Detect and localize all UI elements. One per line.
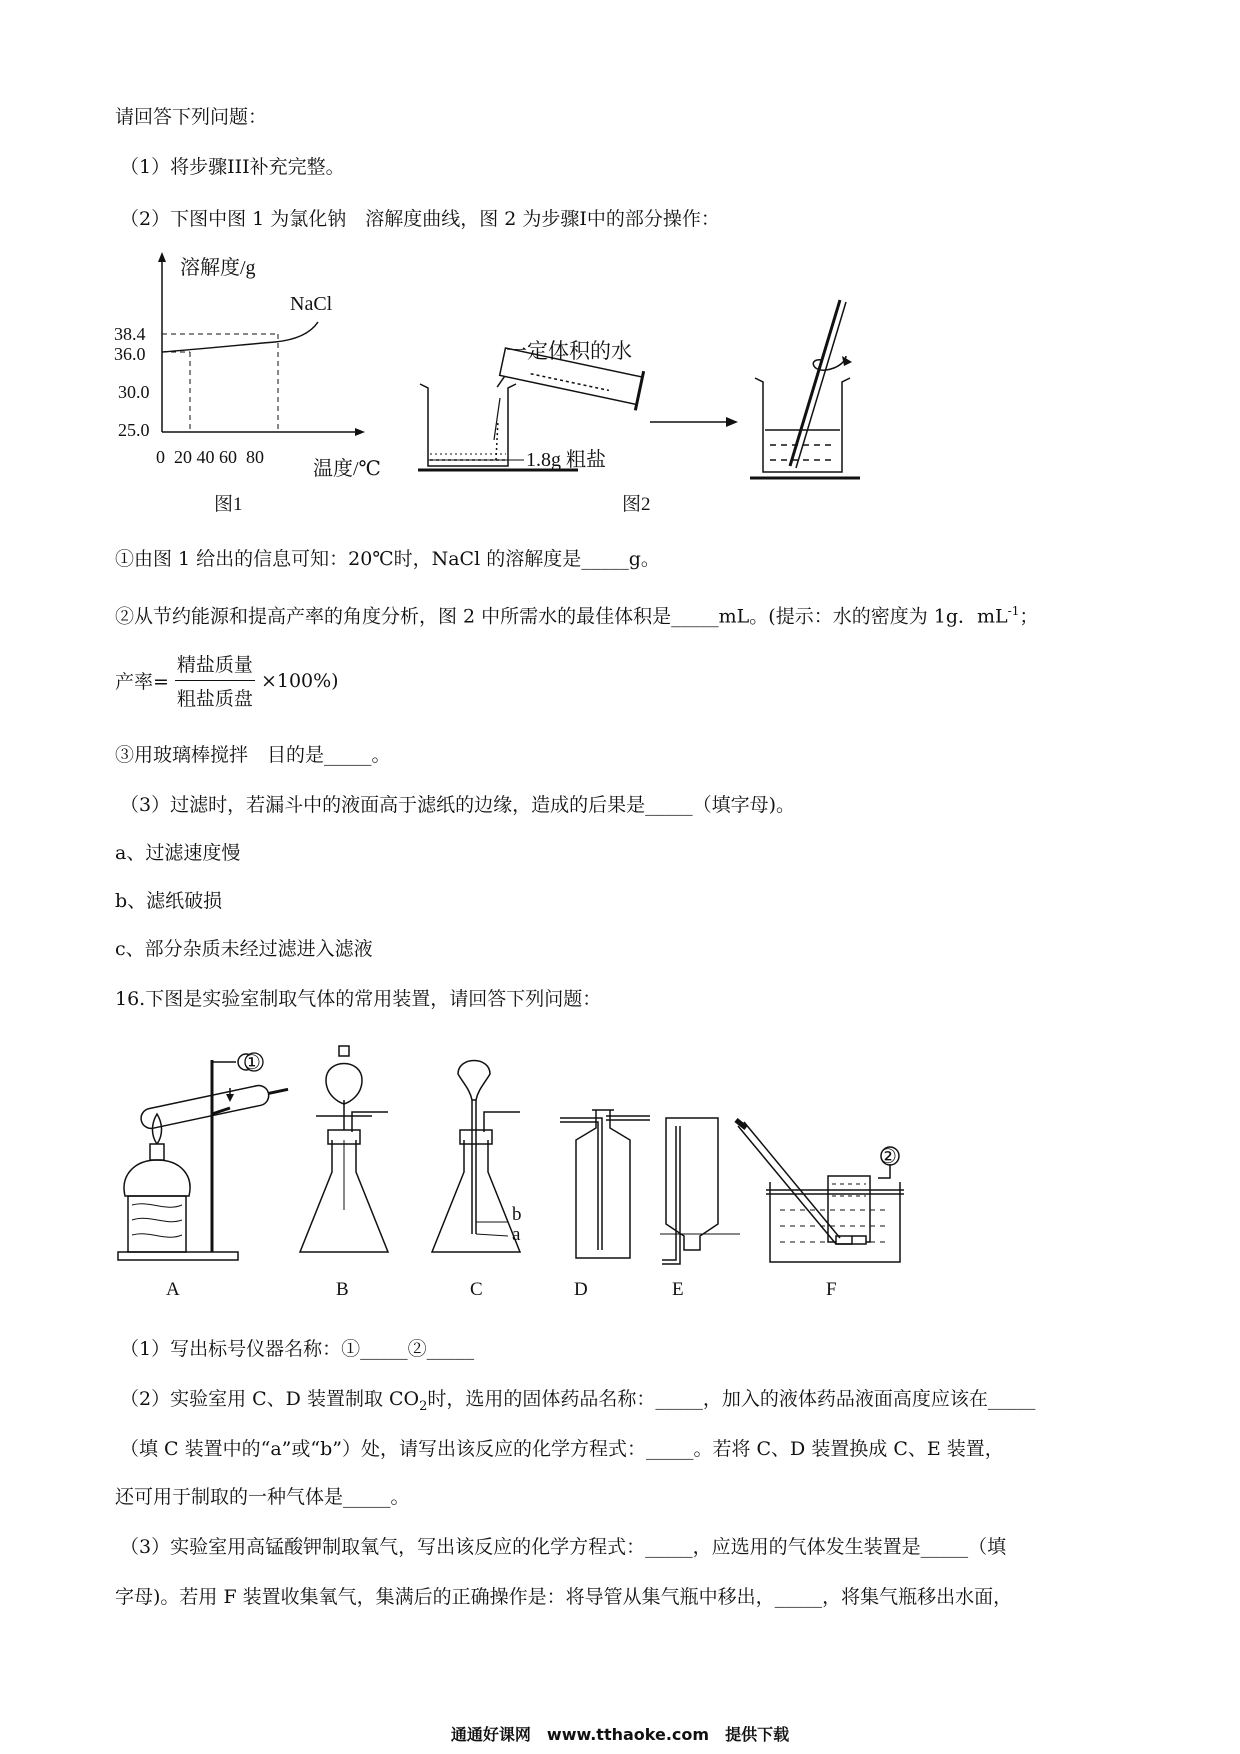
fig1-ylabel: 溶解度/g: [180, 257, 256, 279]
apparatus-c: [432, 1061, 520, 1253]
fig1-xticks: 0 20 40 60 80: [156, 447, 264, 467]
fig2-salt-label: 1.8g 粗盐: [526, 449, 606, 471]
apparatus-a: [118, 1054, 290, 1260]
label-f: F: [826, 1279, 837, 1300]
label-e: E: [672, 1279, 684, 1300]
yield-formula: [115, 650, 339, 711]
yield-label: 产率=: [115, 671, 169, 693]
option-b: b、滤纸破损: [115, 890, 223, 912]
label-d: D: [574, 1279, 588, 1300]
figure2-pouring: [418, 300, 860, 478]
fig1-ytick-25: 25.0: [118, 420, 150, 440]
part-3-line-1: （3）实验室用高锰酸钾制取氧气，写出该反应的化学方程式：_____，应选用的气体发生装置是_____（填: [120, 1536, 1007, 1558]
yield-denominator: 粗盐质盘: [176, 688, 253, 710]
question-16: 16.下图是实验室制取气体的常用装置，请回答下列问题：: [115, 988, 602, 1010]
fig1-xlabel: 温度/℃: [313, 458, 381, 480]
apparatus-e: [660, 1118, 740, 1264]
fig1-ytick-30: 30.0: [118, 382, 150, 402]
fig1-curve-label: NaCl: [290, 293, 333, 315]
part-2-line-1: [120, 1386, 1035, 1420]
fig1-ytick-38: 38.4: [114, 324, 146, 344]
marker-1: ①: [243, 1052, 261, 1074]
figure1-graph: [158, 252, 365, 436]
intro-line: 请回答下列问题：: [115, 106, 268, 128]
part-2-line-3: 还可用于制取的一种气体是_____。: [115, 1486, 410, 1508]
apparatus-f: [736, 1120, 904, 1262]
page-footer: 通通好课网 www.tthaoke.com 提供下载: [450, 1725, 790, 1744]
marker-2: ②: [879, 1146, 897, 1168]
fig2-water-label: 一定体积的水: [506, 339, 632, 363]
gas-apparatus-figure: [0, 1040, 1240, 1310]
sub-question-2-text: ②从节约能源和提高产率的角度分析，图 2 中所需水的最佳体积是_____mL。(提示：水的密度为 1g．mL: [115, 605, 1008, 628]
question-3: （3）过滤时，若漏斗中的液面高于滤纸的边缘，造成的后果是_____（填字母)。: [120, 794, 796, 816]
part-2-pre: （2）实验室用 C、D 装置制取 CO: [120, 1388, 420, 1410]
solubility-figures: [0, 245, 1240, 525]
part-2-line-2: （填 C 装置中的“a”或“b”）处，请写出该反应的化学方程式：_____。若将 C、D 装置换成 C、E 装置，: [120, 1438, 1004, 1460]
nacl-curve: [162, 322, 318, 352]
option-a: a、过滤速度慢: [115, 842, 241, 864]
co2-subscript: 2: [419, 1398, 428, 1414]
unit-superscript: -1: [1007, 604, 1020, 618]
label-a: A: [166, 1279, 180, 1300]
option-c: c、部分杂质未经过滤进入滤液: [115, 938, 373, 960]
sub-question-2: [115, 598, 1038, 629]
apparatus-b: [300, 1046, 388, 1252]
question-1: （1）将步骤III补充完整。: [120, 156, 345, 178]
sub-question-2-tail: ；: [1019, 605, 1039, 628]
part-1: （1）写出标号仪器名称：①_____②_____: [120, 1338, 475, 1360]
part-2-post: 时，选用的固体药品名称：_____，加入的液体药品液面高度应该在_____: [427, 1388, 1036, 1410]
yield-numerator: 精盐质量: [175, 650, 255, 681]
label-b: B: [336, 1279, 349, 1300]
sub-question-3: ③用玻璃棒搅拌 目的是_____。: [115, 744, 391, 766]
port-a-label: a: [512, 1224, 521, 1245]
apparatus-d: [560, 1110, 650, 1258]
yield-tail: ×100%): [260, 669, 339, 692]
fig1-ytick-36: 36.0: [114, 344, 146, 364]
port-b-label: b: [512, 1204, 522, 1225]
part-3-line-2: 字母)。若用 F 装置收集氧气，集满后的正确操作是：将导管从集气瓶中移出，_____，将集气瓶移出水面，: [115, 1586, 1013, 1608]
label-c: C: [470, 1279, 483, 1300]
yield-fraction: [175, 650, 255, 711]
sub-question-1: ①由图 1 给出的信息可知：20℃时，NaCl 的溶解度是_____g。: [115, 548, 660, 570]
fig1-caption: 图1: [214, 494, 243, 515]
fig2-caption: 图2: [622, 494, 651, 515]
question-2: （2）下图中图 1 为氯化钠 溶解度曲线，图 2 为步骤Ⅰ中的部分操作：: [120, 208, 720, 230]
